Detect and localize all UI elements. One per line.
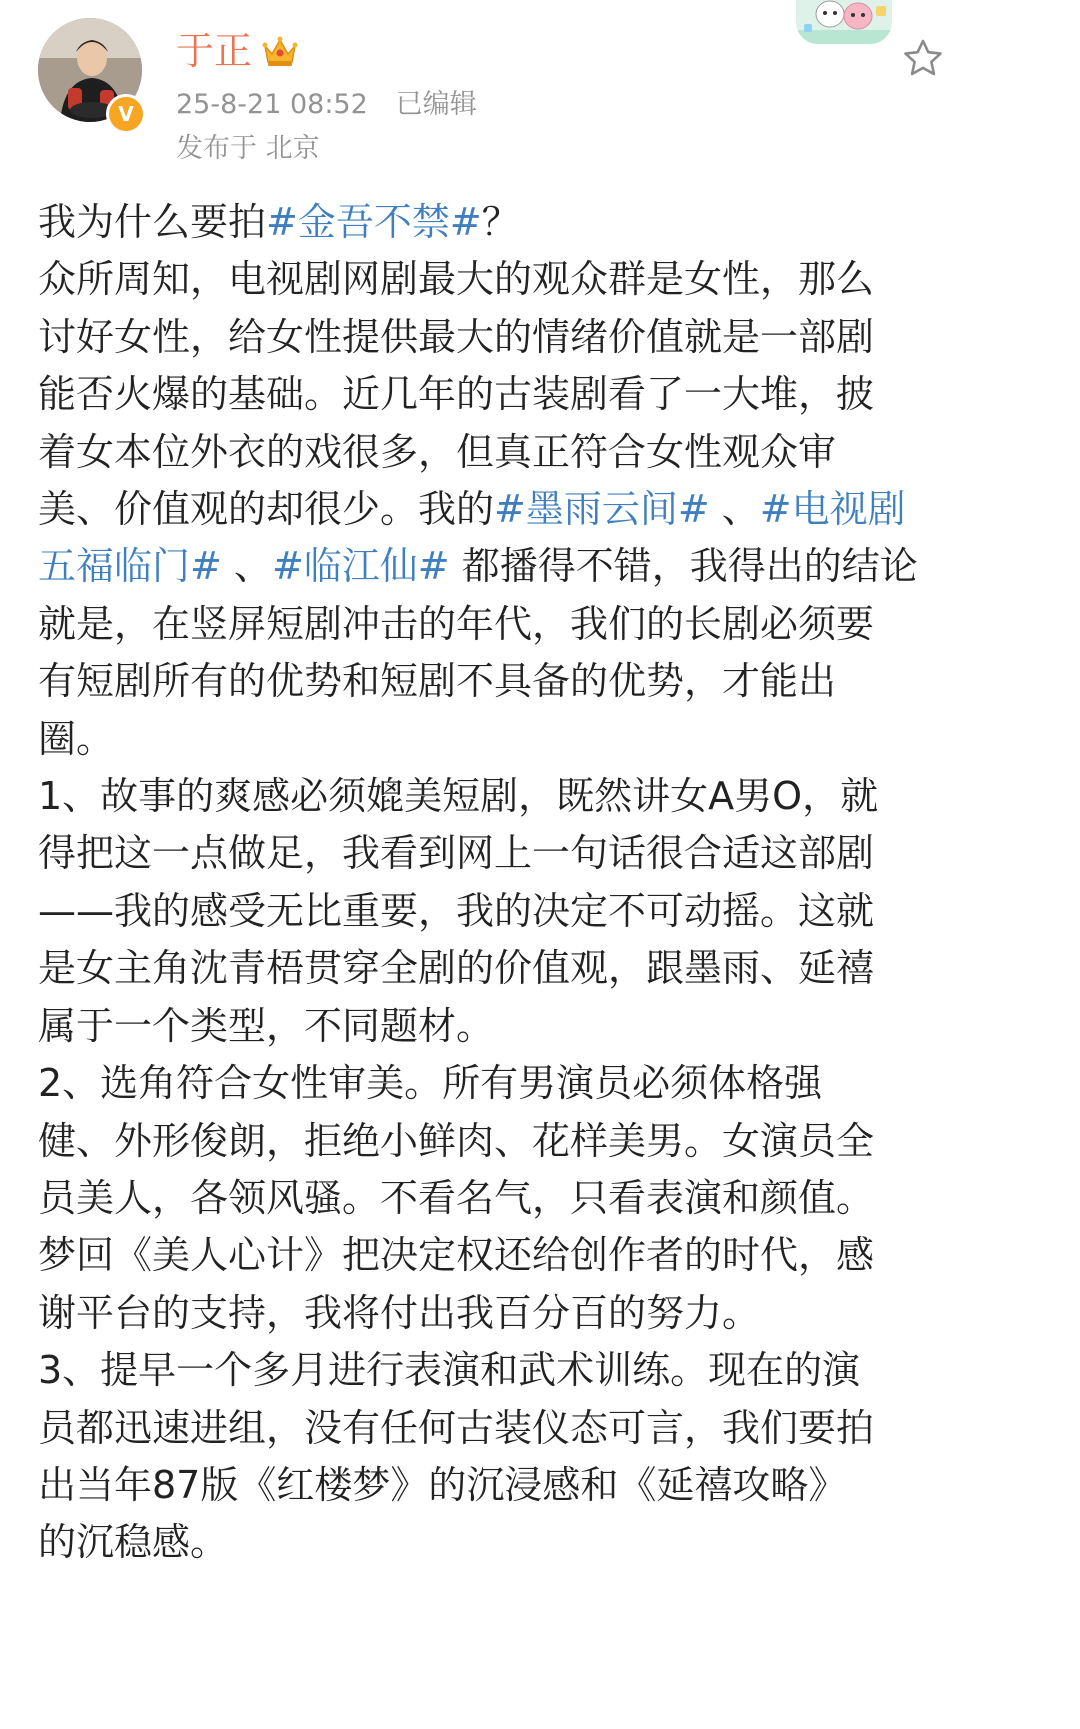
crown-icon[interactable] [262, 34, 298, 68]
post-text-line [38, 998, 1048, 1055]
edited-label[interactable]: 已编辑 [395, 89, 477, 120]
hashtag-link[interactable]: #金吾不禁# [266, 200, 482, 244]
post-text-line [38, 825, 1048, 882]
post-text: 都播得不错，我得出的结论 [449, 544, 918, 589]
post-text-line [38, 366, 1048, 423]
post-text: 3、提早一个多月进行表演和武术训练。现在的演 [38, 1348, 861, 1393]
post-text: ——我的感受无比重要，我的决定不可动摇。这就 [38, 888, 875, 933]
author-name[interactable]: 于正 [176, 29, 253, 73]
post-location: 发布于 北京 [176, 133, 320, 164]
hashtag-link[interactable]: #墨雨云间# [494, 487, 710, 532]
post-text-line [38, 1113, 1048, 1170]
post-timestamp: 25-8-21 08:52 [176, 89, 368, 120]
post-text: 出当年87版《红楼梦》的沉浸感和《延禧攻略》 [38, 1462, 847, 1507]
decoration-sticker-icon [796, 0, 892, 44]
post-text: 着女本位外衣的戏很多，但真正符合女性观众审 [38, 429, 837, 474]
post-text-line [38, 424, 1048, 481]
hashtag-link[interactable]: 五福临门# [38, 544, 222, 589]
post-text: 是女主角沈青梧贯穿全剧的价值观，跟墨雨、延禧 [38, 946, 875, 991]
post-text-line [38, 1055, 1048, 1112]
post-text: ？ [481, 200, 520, 244]
post-text: 有短剧所有的优势和短剧不具备的优势，才能出 [38, 659, 837, 704]
post-text: 属于一个类型，不同题材。 [38, 1003, 495, 1048]
post-text-line [38, 1170, 1048, 1227]
post-text-line [38, 1342, 1048, 1399]
post-text: 谢平台的支持，我将付出我百分百的努力。 [38, 1290, 761, 1335]
hashtag-link[interactable]: #电视剧 [759, 487, 906, 532]
post-text-line [38, 768, 1048, 825]
post-text-line [38, 711, 1048, 768]
post-text-line [38, 1514, 1048, 1571]
post-text-line [38, 251, 1048, 308]
post-text-line [38, 596, 1048, 653]
post-text-line [38, 653, 1048, 710]
post-text-line [38, 940, 1048, 997]
post-text: 得把这一点做足，我看到网上一句话很合适这部剧 [38, 831, 875, 876]
post-text-line [38, 309, 1048, 366]
post-header [0, 0, 1080, 190]
hashtag-link[interactable]: #临江仙# [271, 544, 450, 589]
post-text: 的沉稳感。 [38, 1520, 229, 1565]
post-text: 能否火爆的基础。近几年的古装剧看了一大堆，披 [38, 372, 875, 417]
post-text: 圈。 [38, 716, 115, 761]
post-text: 讨好女性，给女性提供最大的情绪价值就是一部剧 [38, 314, 875, 359]
post-text: 、 [709, 487, 760, 532]
post-text: 就是，在竖屏短剧冲击的年代，我们的长剧必须要 [38, 601, 875, 646]
post-text: 健、外形俊朗，拒绝小鲜肉、花样美男。女演员全 [38, 1118, 875, 1163]
post-text: 众所周知，电视剧网剧最大的观众群是女性，那么 [38, 257, 875, 302]
post-text: 2、选角符合女性审美。所有男演员必须体格强 [38, 1061, 823, 1106]
favorite-star-icon[interactable] [902, 38, 944, 80]
post-text: 美、价值观的却很少。我的 [38, 487, 495, 532]
post-text: 梦回《美人心计》把决定权还给创作者的时代，感 [38, 1233, 875, 1278]
post-text-line [38, 194, 1048, 251]
post-text: 我为什么要拍 [38, 200, 267, 244]
post-text-line [38, 481, 1048, 538]
post-text-line [38, 538, 1048, 595]
post-meta [176, 88, 477, 122]
verified-badge: V [106, 94, 146, 134]
post-text-line [38, 1400, 1048, 1457]
post-text-line [38, 1457, 1048, 1514]
post-text-line [38, 1227, 1048, 1284]
post-text-line [38, 1285, 1048, 1342]
post-text: 、 [221, 544, 272, 589]
post-text: 员美人，各领风骚。不看名气，只看表演和颜值。 [38, 1175, 875, 1220]
post-text: 1、故事的爽感必须媲美短剧，既然讲女A男O，就 [38, 774, 879, 819]
post-text: 员都迅速进组，没有任何古装仪态可言，我们要拍 [38, 1405, 875, 1450]
post-body [38, 194, 1048, 1572]
post-text-line [38, 883, 1048, 940]
